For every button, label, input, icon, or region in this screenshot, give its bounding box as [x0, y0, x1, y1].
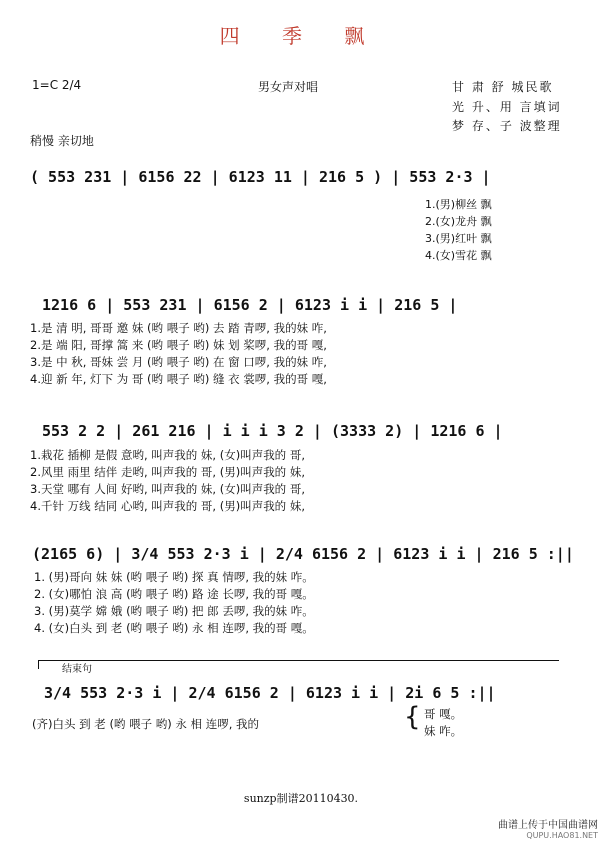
system-2-lyric-2: 2.是 端 阳, 哥撑 篙 来 (哟 喂子 哟) 妹 划 桨啰, 我的哥 嘎, — [30, 338, 327, 352]
key-signature: 1=C 2/4 — [32, 78, 82, 92]
system-1-verse-4: 4.(女)雪花 飘 — [425, 249, 492, 262]
system-4-lyric-3: 3. (男)莫学 嫦 娥 (哟 喂子 哟) 把 郎 丢啰, 我的妹 咋。 — [34, 604, 314, 618]
system-3-lyric-4: 4.千针 万线 结同 心哟, 叫声我的 哥, (男)叫声我的 妹, — [30, 499, 305, 513]
credit-line-3: 梦 存、子 波整理 — [452, 119, 562, 133]
footer-credit: sunzp制谱20110430. — [243, 792, 359, 805]
song-title: 四 季 飘 — [219, 24, 383, 48]
watermark-line-1: 曲谱上传于中国曲谱网 — [498, 820, 598, 831]
watermark — [498, 816, 598, 840]
tempo-marking: 稍慢 亲切地 — [30, 134, 94, 148]
system-2-notes: 1216 6 | 553 231 | 6156 2 | 6123 i i | 216 5 | — [42, 296, 458, 314]
credit-line-1: 甘 肃 舒 城民歌 — [452, 80, 554, 94]
system-4-lyric-1: 1. (男)哥向 妹 妹 (哟 喂子 哟) 探 真 情啰, 我的妹 咋。 — [34, 570, 314, 584]
credit-line-2: 光 升、用 言填词 — [452, 100, 562, 114]
final-choice-2: 妹 咋。 — [424, 724, 463, 738]
system-3-lyric-2: 2.风里 雨里 结伴 走哟, 叫声我的 哥, (男)叫声我的 妹, — [30, 465, 305, 479]
system-4-lyric-4: 4. (女)白头 到 老 (哟 喂子 哟) 永 相 连啰, 我的哥 嘎。 — [34, 621, 314, 635]
brace-icon: { — [404, 702, 421, 732]
system-3-lyric-3: 3.天堂 哪有 人间 好哟, 叫声我的 妹, (女)叫声我的 哥, — [30, 482, 305, 496]
system-3-lyric-1: 1.栽花 插柳 是假 意哟, 叫声我的 妹, (女)叫声我的 哥, — [30, 448, 305, 462]
system-2-lyric-3: 3.是 中 秋, 哥妹 尝 月 (哟 喂子 哟) 在 窗 口啰, 我的妹 咋, — [30, 355, 327, 369]
system-1-verse-2: 2.(女)龙舟 飘 — [425, 215, 492, 228]
system-4-notes: (2165 6) | 3/4 553 2·3 i | 2/4 6156 2 | 6123 i i | 216 5 :|| — [32, 545, 574, 563]
ending-bracket — [38, 660, 559, 669]
final-choice-1: 哥 嘎。 — [424, 707, 463, 721]
system-5-notes: 3/4 553 2·3 i | 2/4 6156 2 | 6123 i i | 2i 6 5 :|| — [44, 684, 496, 702]
system-1-verse-1: 1.(男)柳丝 飘 — [425, 198, 492, 211]
system-1-verse-3: 3.(男)红叶 飘 — [425, 232, 492, 245]
system-2-lyric-1: 1.是 清 明, 哥哥 邀 妹 (哟 喂子 哟) 去 踏 青啰, 我的妹 咋, — [30, 321, 327, 335]
system-4-lyric-2: 2. (女)哪怕 浪 高 (哟 喂子 哟) 路 途 长啰, 我的哥 嘎。 — [34, 587, 314, 601]
system-3-notes: 553 2 2 | 261 216 | i i i 3 2 | (3333 2) | 1216 6 | — [42, 422, 503, 440]
system-2-lyric-4: 4.迎 新 年, 灯下 为 哥 (哟 喂子 哟) 缝 衣 裳啰, 我的哥 嘎, — [30, 372, 327, 386]
watermark-line-2: QUPU.HAO81.NET — [526, 831, 598, 840]
performance-type: 男女声对唱 — [258, 80, 319, 94]
ending-label: 结束句 — [62, 664, 92, 675]
system-5-lyric: (齐)白头 到 老 (哟 喂子 哟) 永 相 连啰, 我的 — [32, 717, 259, 731]
system-1-notes: ( 553 231 | 6156 22 | 6123 11 | 216 5 ) | 553 2·3 | — [30, 168, 491, 186]
